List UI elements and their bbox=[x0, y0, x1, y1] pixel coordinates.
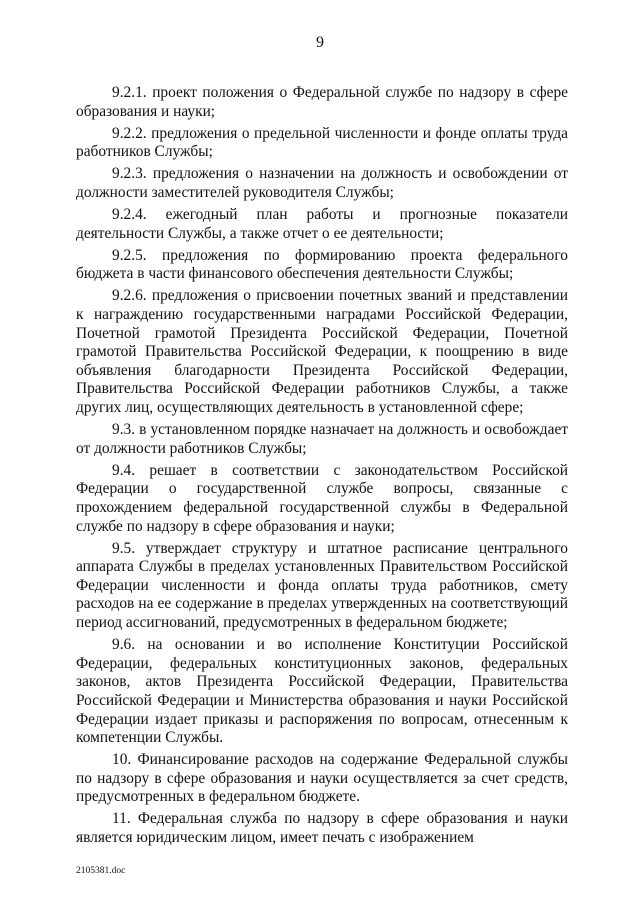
paragraph-10: 10. Финансирование расходов на содержание Федеральной службы по надзору в сфере образования и науки осуществляется за счет средств, предусмотренных в федеральном бюджете. bbox=[76, 751, 568, 806]
paragraph-9-2-6: 9.2.6. предложения о присвоении почетных званий и представлении к награждению государственными наградами Российской Федерации, Почетной грамотой Президента Российской Федерации, Почетной грамотой Правительства Российской Федерации, к поощрению в виде объявления благодарности Президента Российской Федерации, Правительства Российской Федерации работников Службы, а также других лиц, осуществляющих деятельность в установленной сфере; bbox=[76, 287, 568, 416]
paragraph-9-2-1: 9.2.1. проект положения о Федеральной службе по надзору в сфере образования и науки; bbox=[76, 84, 568, 120]
paragraph-9-4: 9.4. решает в соответствии с законодательством Российской Федерации о государственной службе вопросы, связанные с прохождением федеральной государственной службы в Федеральной службе по надзору в сфере образования и науки; bbox=[76, 461, 568, 535]
page-number: 9 bbox=[316, 34, 324, 51]
paragraph-11: 11. Федеральная служба по надзору в сфере образования и науки является юридическим лицом, имеет печать с изображением bbox=[76, 810, 568, 847]
paragraph-9-2-3: 9.2.3. предложения о назначении на должность и освобождении от должности заместителей руководителя Службы; bbox=[76, 165, 568, 201]
paragraph-9-6: 9.6. на основании и во исполнение Конституции Российской Федерации, федеральных конституционных законов, федеральных законов, актов Президента Российской Федерации, Правительства Российской Федерации и Министерства образования и науки Российской Федерации издает приказы и распоряжения по вопросам, отнесенным к компетенции Службы. bbox=[76, 636, 568, 747]
paragraph-9-3: 9.3. в установленном порядке назначает на должность и освобождает от должности работников Службы; bbox=[76, 421, 568, 457]
paragraph-9-2-4: 9.2.4. ежегодный план работы и прогнозные показатели деятельности Службы, а также отчет о ее деятельности; bbox=[76, 206, 568, 242]
paragraph-9-5: 9.5. утверждает структуру и штатное расписание центрального аппарата Службы в пределах установленных Правительством Российской Федерации численности и фонда оплаты труда работников, смету расходов на ее содержание в пределах утвержденных на соответствующий период ассигнований, предусмотренных в федеральном бюджете; bbox=[76, 539, 568, 632]
paragraph-9-2-2: 9.2.2. предложения о предельной численности и фонде оплаты труда работников Службы; bbox=[76, 124, 568, 161]
file-name-footer: 2105381.doc bbox=[76, 866, 126, 876]
document-body bbox=[76, 84, 568, 851]
paragraph-9-2-5: 9.2.5. предложения по формированию проекта федерального бюджета в части финансового обеспечения деятельности Службы; bbox=[76, 246, 568, 283]
